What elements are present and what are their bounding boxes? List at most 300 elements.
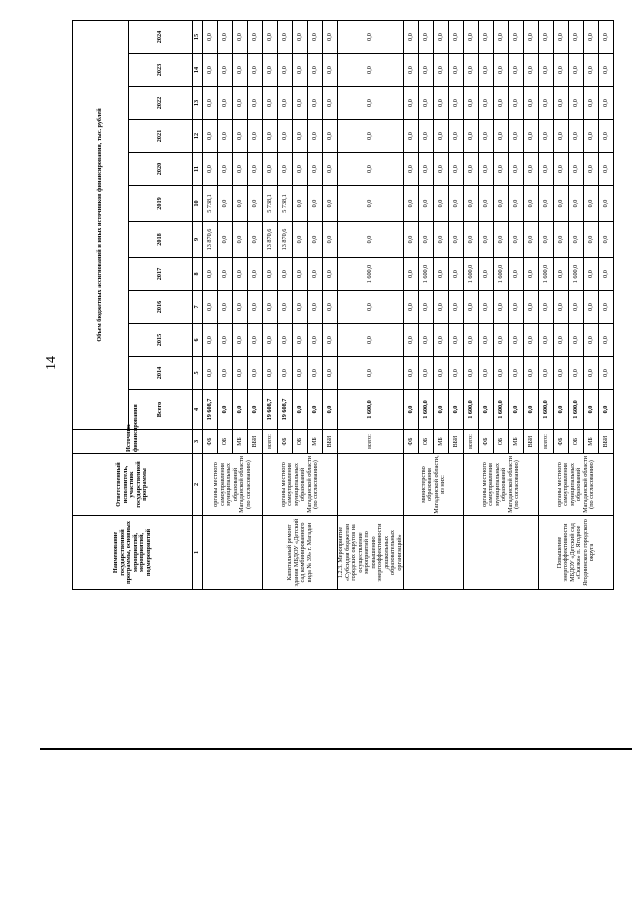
year-value-cell: 0,0 bbox=[449, 20, 464, 53]
year-value-cell: 0,0 bbox=[233, 153, 248, 186]
year-value-cell: 0,0 bbox=[218, 54, 233, 87]
year-value-cell: 0,0 bbox=[293, 153, 308, 186]
year-value-cell: 0,0 bbox=[584, 222, 599, 258]
year-value-cell: 0,0 bbox=[524, 324, 539, 357]
year-value-cell: 13 870,6 bbox=[278, 222, 293, 258]
year-value-cell: 0,0 bbox=[539, 222, 554, 258]
year-value-cell: 0,0 bbox=[434, 87, 449, 120]
year-value-cell: 0,0 bbox=[464, 54, 479, 87]
total-value-cell: 0,0 bbox=[554, 390, 569, 430]
year-value-cell: 0,0 bbox=[539, 20, 554, 53]
year-value-cell: 0,0 bbox=[539, 120, 554, 153]
year-value-cell: 0,0 bbox=[584, 291, 599, 324]
funding-source-cell: ФБ bbox=[278, 430, 293, 454]
year-value-cell: 0,0 bbox=[404, 87, 419, 120]
year-value-cell: 0,0 bbox=[308, 186, 323, 222]
header-responsible: Ответственный исполнитель, участник государственной программы bbox=[73, 454, 193, 516]
year-value-cell: 0,0 bbox=[233, 87, 248, 120]
year-value-cell: 0,0 bbox=[494, 222, 509, 258]
year-value-cell: 0,0 bbox=[218, 120, 233, 153]
year-value-cell: 0,0 bbox=[434, 324, 449, 357]
year-value-cell: 5 738,1 bbox=[263, 186, 278, 222]
year-value-cell: 0,0 bbox=[449, 186, 464, 222]
year-value-cell: 0,0 bbox=[203, 258, 218, 291]
year-value-cell: 0,0 bbox=[539, 357, 554, 390]
table-row bbox=[338, 20, 404, 589]
year-value-cell: 0,0 bbox=[524, 222, 539, 258]
year-value-cell: 0,0 bbox=[509, 258, 524, 291]
year-value-cell: 0,0 bbox=[554, 357, 569, 390]
year-value-cell: 0,0 bbox=[554, 20, 569, 53]
year-value-cell: 0,0 bbox=[323, 153, 338, 186]
year-value-cell: 0,0 bbox=[419, 186, 434, 222]
year-value-cell: 0,0 bbox=[554, 153, 569, 186]
year-value-cell: 0,0 bbox=[404, 357, 419, 390]
year-value-cell: 0,0 bbox=[203, 153, 218, 186]
year-value-cell: 0,0 bbox=[248, 222, 263, 258]
funding-source-cell: всего: bbox=[263, 430, 278, 454]
year-value-cell: 0,0 bbox=[278, 258, 293, 291]
year-value-cell: 0,0 bbox=[584, 186, 599, 222]
year-value-cell: 0,0 bbox=[404, 324, 419, 357]
total-value-cell: 19 608,7 bbox=[263, 390, 278, 430]
year-value-cell: 0,0 bbox=[278, 153, 293, 186]
year-value-cell: 0,0 bbox=[449, 54, 464, 87]
year-value-cell: 0,0 bbox=[584, 54, 599, 87]
year-value-cell: 0,0 bbox=[509, 291, 524, 324]
year-value-cell: 0,0 bbox=[293, 324, 308, 357]
year-value-cell: 0,0 bbox=[308, 87, 323, 120]
column-number: 3 bbox=[193, 430, 203, 454]
year-value-cell: 0,0 bbox=[308, 324, 323, 357]
year-value-cell: 0,0 bbox=[569, 186, 584, 222]
year-value-cell: 0,0 bbox=[218, 357, 233, 390]
funding-source-cell: ОБ bbox=[494, 430, 509, 454]
year-value-cell: 0,0 bbox=[404, 120, 419, 153]
year-header: 2017 bbox=[129, 258, 193, 291]
year-value-cell: 0,0 bbox=[464, 291, 479, 324]
total-value-cell: 19 608,7 bbox=[278, 390, 293, 430]
budget-table bbox=[72, 20, 614, 590]
total-value-cell: 1 600,0 bbox=[569, 390, 584, 430]
year-value-cell: 0,0 bbox=[509, 357, 524, 390]
funding-source-cell: ВБИ bbox=[323, 430, 338, 454]
year-value-cell: 0,0 bbox=[218, 258, 233, 291]
year-value-cell: 0,0 bbox=[419, 324, 434, 357]
year-value-cell: 0,0 bbox=[308, 54, 323, 87]
year-value-cell: 0,0 bbox=[434, 357, 449, 390]
year-header: 2014 bbox=[129, 357, 193, 390]
year-value-cell: 0,0 bbox=[599, 324, 614, 357]
year-value-cell: 0,0 bbox=[419, 291, 434, 324]
measure-name-cell: Капитальный ремонт здания МБДОУ «Детский сад комбинированного вида № 39» г. Магадан bbox=[263, 516, 338, 590]
total-value-cell: 0,0 bbox=[584, 390, 599, 430]
funding-source-cell: ОБ bbox=[569, 430, 584, 454]
funding-source-cell: ОБ bbox=[293, 430, 308, 454]
year-value-cell: 1 600,0 bbox=[494, 258, 509, 291]
year-value-cell: 0,0 bbox=[308, 153, 323, 186]
year-value-cell: 0,0 bbox=[248, 357, 263, 390]
year-value-cell: 0,0 bbox=[509, 54, 524, 87]
year-value-cell: 0,0 bbox=[524, 87, 539, 120]
year-value-cell: 0,0 bbox=[464, 20, 479, 53]
year-header: 2021 bbox=[129, 120, 193, 153]
year-value-cell: 0,0 bbox=[218, 324, 233, 357]
year-value-cell: 0,0 bbox=[404, 186, 419, 222]
year-value-cell: 0,0 bbox=[278, 324, 293, 357]
year-value-cell: 0,0 bbox=[509, 20, 524, 53]
column-number: 7 bbox=[193, 291, 203, 324]
year-value-cell: 0,0 bbox=[338, 222, 404, 258]
year-value-cell: 0,0 bbox=[308, 258, 323, 291]
year-value-cell: 0,0 bbox=[293, 258, 308, 291]
year-value-cell: 0,0 bbox=[524, 186, 539, 222]
year-value-cell: 0,0 bbox=[509, 324, 524, 357]
year-value-cell: 0,0 bbox=[479, 153, 494, 186]
year-value-cell: 0,0 bbox=[524, 291, 539, 324]
year-value-cell: 0,0 bbox=[449, 120, 464, 153]
year-value-cell: 0,0 bbox=[404, 153, 419, 186]
year-value-cell: 0,0 bbox=[494, 357, 509, 390]
table-row bbox=[203, 20, 218, 589]
year-header: 2024 bbox=[129, 20, 193, 53]
year-value-cell: 0,0 bbox=[599, 54, 614, 87]
year-value-cell: 0,0 bbox=[419, 120, 434, 153]
year-value-cell: 0,0 bbox=[524, 258, 539, 291]
measure-name-cell: Повышение энергоэффективности МБДОУ «Детский сад «Сказка» п. Ягодное Ягоднинского городского округа bbox=[539, 516, 614, 590]
year-value-cell: 0,0 bbox=[464, 222, 479, 258]
year-value-cell: 0,0 bbox=[323, 20, 338, 53]
year-value-cell: 0,0 bbox=[569, 54, 584, 87]
year-value-cell: 0,0 bbox=[263, 87, 278, 120]
total-value-cell: 0,0 bbox=[218, 390, 233, 430]
year-value-cell: 0,0 bbox=[539, 87, 554, 120]
year-value-cell: 0,0 bbox=[218, 222, 233, 258]
table-row bbox=[464, 20, 479, 589]
column-number: 4 bbox=[193, 390, 203, 430]
column-number: 14 bbox=[193, 54, 203, 87]
year-value-cell: 0,0 bbox=[479, 258, 494, 291]
year-value-cell: 0,0 bbox=[338, 153, 404, 186]
year-value-cell: 0,0 bbox=[323, 357, 338, 390]
year-value-cell: 0,0 bbox=[263, 120, 278, 153]
year-value-cell: 0,0 bbox=[599, 258, 614, 291]
year-value-cell: 0,0 bbox=[323, 324, 338, 357]
total-value-cell: 19 608,7 bbox=[203, 390, 218, 430]
year-value-cell: 0,0 bbox=[584, 120, 599, 153]
year-value-cell: 0,0 bbox=[233, 258, 248, 291]
year-value-cell: 0,0 bbox=[494, 54, 509, 87]
year-value-cell: 0,0 bbox=[293, 54, 308, 87]
year-value-cell: 0,0 bbox=[419, 54, 434, 87]
year-value-cell: 0,0 bbox=[479, 222, 494, 258]
year-value-cell: 0,0 bbox=[338, 291, 404, 324]
year-value-cell: 0,0 bbox=[263, 357, 278, 390]
total-value-cell: 0,0 bbox=[248, 390, 263, 430]
year-value-cell: 0,0 bbox=[404, 54, 419, 87]
year-value-cell: 0,0 bbox=[404, 20, 419, 53]
year-value-cell: 0,0 bbox=[434, 258, 449, 291]
year-value-cell: 0,0 bbox=[248, 54, 263, 87]
year-value-cell: 0,0 bbox=[218, 291, 233, 324]
year-value-cell: 0,0 bbox=[539, 291, 554, 324]
year-value-cell: 0,0 bbox=[434, 54, 449, 87]
total-value-cell: 0,0 bbox=[404, 390, 419, 430]
year-value-cell: 0,0 bbox=[434, 153, 449, 186]
year-value-cell: 0,0 bbox=[569, 20, 584, 53]
year-value-cell: 0,0 bbox=[248, 324, 263, 357]
column-number: 11 bbox=[193, 153, 203, 186]
year-value-cell: 0,0 bbox=[554, 324, 569, 357]
year-value-cell: 0,0 bbox=[434, 120, 449, 153]
year-value-cell: 0,0 bbox=[263, 153, 278, 186]
year-value-cell: 0,0 bbox=[599, 222, 614, 258]
year-value-cell: 5 738,1 bbox=[203, 186, 218, 222]
year-value-cell: 0,0 bbox=[539, 186, 554, 222]
column-number-row bbox=[193, 20, 203, 589]
year-header: 2016 bbox=[129, 291, 193, 324]
year-value-cell: 1 600,0 bbox=[569, 258, 584, 291]
year-value-cell: 0,0 bbox=[203, 324, 218, 357]
year-value-cell: 0,0 bbox=[203, 357, 218, 390]
year-value-cell: 0,0 bbox=[263, 54, 278, 87]
year-value-cell: 0,0 bbox=[404, 222, 419, 258]
total-value-cell: 0,0 bbox=[308, 390, 323, 430]
funding-source-cell: ФБ bbox=[404, 430, 419, 454]
funding-source-cell: ФБ bbox=[554, 430, 569, 454]
year-value-cell: 0,0 bbox=[308, 357, 323, 390]
year-value-cell: 0,0 bbox=[479, 20, 494, 53]
year-value-cell: 0,0 bbox=[293, 222, 308, 258]
funding-source-cell: МБ bbox=[584, 430, 599, 454]
year-value-cell: 0,0 bbox=[554, 222, 569, 258]
column-number: 6 bbox=[193, 324, 203, 357]
total-value-cell: 0,0 bbox=[509, 390, 524, 430]
year-value-cell: 0,0 bbox=[338, 54, 404, 87]
year-value-cell: 0,0 bbox=[569, 153, 584, 186]
year-value-cell: 0,0 bbox=[464, 186, 479, 222]
funding-source-cell: МБ bbox=[509, 430, 524, 454]
year-value-cell: 1 600,0 bbox=[419, 258, 434, 291]
bottom-rule bbox=[40, 748, 632, 750]
year-value-cell: 0,0 bbox=[494, 324, 509, 357]
responsible-cell: органы местного самоуправления муниципальных образований Магаданской области (по согласованию) bbox=[539, 454, 614, 516]
column-number: 5 bbox=[193, 357, 203, 390]
column-number: 15 bbox=[193, 20, 203, 53]
year-value-cell: 0,0 bbox=[464, 357, 479, 390]
year-value-cell: 0,0 bbox=[233, 186, 248, 222]
column-number: 1 bbox=[193, 516, 203, 590]
year-value-cell: 0,0 bbox=[494, 120, 509, 153]
year-value-cell: 0,0 bbox=[554, 87, 569, 120]
year-value-cell: 0,0 bbox=[554, 291, 569, 324]
year-value-cell: 0,0 bbox=[419, 87, 434, 120]
year-value-cell: 0,0 bbox=[509, 153, 524, 186]
year-value-cell: 0,0 bbox=[419, 20, 434, 53]
year-value-cell: 0,0 bbox=[464, 120, 479, 153]
year-value-cell: 0,0 bbox=[524, 120, 539, 153]
year-value-cell: 0,0 bbox=[278, 87, 293, 120]
measure-name-cell bbox=[464, 516, 539, 590]
year-value-cell: 0,0 bbox=[494, 291, 509, 324]
year-value-cell: 0,0 bbox=[248, 20, 263, 53]
year-value-cell: 1 600,0 bbox=[338, 258, 404, 291]
total-value-cell: 0,0 bbox=[479, 390, 494, 430]
header-source: Источник финансирования bbox=[73, 430, 193, 454]
year-value-cell: 0,0 bbox=[479, 120, 494, 153]
year-value-cell: 0,0 bbox=[569, 222, 584, 258]
year-value-cell: 0,0 bbox=[233, 291, 248, 324]
year-value-cell: 0,0 bbox=[338, 186, 404, 222]
year-value-cell: 0,0 bbox=[599, 87, 614, 120]
year-value-cell: 0,0 bbox=[554, 54, 569, 87]
total-value-cell: 0,0 bbox=[434, 390, 449, 430]
year-value-cell: 0,0 bbox=[569, 120, 584, 153]
year-value-cell: 0,0 bbox=[248, 153, 263, 186]
year-value-cell: 0,0 bbox=[323, 291, 338, 324]
year-value-cell: 0,0 bbox=[524, 357, 539, 390]
year-value-cell: 0,0 bbox=[338, 357, 404, 390]
year-value-cell: 0,0 bbox=[293, 357, 308, 390]
table-row bbox=[404, 20, 419, 589]
year-value-cell: 0,0 bbox=[248, 87, 263, 120]
year-value-cell: 0,0 bbox=[524, 20, 539, 53]
year-value-cell: 0,0 bbox=[203, 20, 218, 53]
year-value-cell: 0,0 bbox=[509, 186, 524, 222]
year-value-cell: 0,0 bbox=[599, 120, 614, 153]
column-number: 8 bbox=[193, 258, 203, 291]
year-value-cell: 0,0 bbox=[308, 120, 323, 153]
funding-source-cell: ВБИ bbox=[524, 430, 539, 454]
year-value-cell: 0,0 bbox=[599, 291, 614, 324]
year-header: 2020 bbox=[129, 153, 193, 186]
year-value-cell: 0,0 bbox=[293, 87, 308, 120]
funding-source-cell: МБ bbox=[434, 430, 449, 454]
year-value-cell: 0,0 bbox=[263, 258, 278, 291]
header-name: Наименование государственной программы, основных мероприятий, мероприятий, подмероприятий bbox=[73, 516, 193, 590]
year-value-cell: 0,0 bbox=[434, 291, 449, 324]
year-value-cell: 0,0 bbox=[434, 20, 449, 53]
year-value-cell: 0,0 bbox=[419, 357, 434, 390]
year-value-cell: 0,0 bbox=[323, 87, 338, 120]
year-value-cell: 0,0 bbox=[263, 324, 278, 357]
table-row bbox=[263, 20, 278, 589]
funding-source-cell: всего: bbox=[539, 430, 554, 454]
year-value-cell: 0,0 bbox=[509, 120, 524, 153]
year-value-cell: 0,0 bbox=[203, 291, 218, 324]
year-value-cell: 0,0 bbox=[479, 324, 494, 357]
year-value-cell: 0,0 bbox=[233, 222, 248, 258]
year-value-cell: 0,0 bbox=[479, 54, 494, 87]
year-header: Всего bbox=[129, 390, 193, 430]
year-value-cell: 1 600,0 bbox=[539, 258, 554, 291]
year-value-cell: 0,0 bbox=[419, 153, 434, 186]
year-value-cell: 13 870,6 bbox=[203, 222, 218, 258]
total-value-cell: 1 600,0 bbox=[338, 390, 404, 430]
year-value-cell: 0,0 bbox=[569, 87, 584, 120]
year-value-cell: 0,0 bbox=[233, 357, 248, 390]
year-value-cell: 0,0 bbox=[524, 153, 539, 186]
total-value-cell: 1 600,0 bbox=[539, 390, 554, 430]
page-number: 14 bbox=[44, 356, 59, 370]
total-value-cell: 1 600,0 bbox=[464, 390, 479, 430]
funding-source-cell: ОБ bbox=[218, 430, 233, 454]
funding-source-cell: ВБИ bbox=[449, 430, 464, 454]
year-value-cell: 5 738,1 bbox=[278, 186, 293, 222]
year-value-cell: 0,0 bbox=[584, 324, 599, 357]
budget-table-wrapper bbox=[72, 30, 609, 590]
year-value-cell: 0,0 bbox=[569, 357, 584, 390]
year-value-cell: 0,0 bbox=[308, 20, 323, 53]
year-value-cell: 0,0 bbox=[584, 20, 599, 53]
column-number: 12 bbox=[193, 120, 203, 153]
year-value-cell: 0,0 bbox=[569, 324, 584, 357]
year-value-cell: 0,0 bbox=[278, 120, 293, 153]
year-value-cell: 0,0 bbox=[599, 20, 614, 53]
year-value-cell: 0,0 bbox=[554, 186, 569, 222]
year-value-cell: 0,0 bbox=[218, 153, 233, 186]
measure-name-cell: 1.2.3. Мероприятие «Субсидия бюджетам городских округов на осуществление мероприятий по повышению энергоэффективности дошкольных образовательных организаций» bbox=[338, 516, 404, 590]
year-value-cell: 0,0 bbox=[404, 291, 419, 324]
funding-source-cell: всего: bbox=[464, 430, 479, 454]
year-value-cell: 0,0 bbox=[464, 324, 479, 357]
year-header: 2019 bbox=[129, 186, 193, 222]
year-header: 2022 bbox=[129, 87, 193, 120]
year-value-cell: 0,0 bbox=[293, 20, 308, 53]
year-value-cell: 0,0 bbox=[509, 222, 524, 258]
total-value-cell: 1 600,0 bbox=[419, 390, 434, 430]
year-value-cell: 0,0 bbox=[233, 324, 248, 357]
year-value-cell: 0,0 bbox=[323, 222, 338, 258]
year-value-cell: 0,0 bbox=[278, 20, 293, 53]
year-value-cell: 0,0 bbox=[449, 291, 464, 324]
year-value-cell: 0,0 bbox=[494, 20, 509, 53]
measure-name-cell bbox=[203, 516, 263, 590]
funding-source-cell: ОБ bbox=[419, 430, 434, 454]
year-value-cell: 0,0 bbox=[323, 258, 338, 291]
year-value-cell: 0,0 bbox=[494, 186, 509, 222]
year-value-cell: 0,0 bbox=[233, 54, 248, 87]
year-value-cell: 0,0 bbox=[203, 120, 218, 153]
year-value-cell: 0,0 bbox=[464, 87, 479, 120]
year-value-cell: 0,0 bbox=[554, 258, 569, 291]
year-value-cell: 0,0 bbox=[338, 20, 404, 53]
year-value-cell: 0,0 bbox=[599, 186, 614, 222]
header-volume: Объем бюджетных ассигнований и иных источников финансирования, тыс. рублей bbox=[73, 20, 129, 429]
column-number: 9 bbox=[193, 222, 203, 258]
funding-source-cell: МБ bbox=[308, 430, 323, 454]
year-value-cell: 0,0 bbox=[449, 324, 464, 357]
total-value-cell: 0,0 bbox=[524, 390, 539, 430]
year-value-cell: 0,0 bbox=[539, 153, 554, 186]
year-value-cell: 0,0 bbox=[494, 87, 509, 120]
year-value-cell: 0,0 bbox=[338, 324, 404, 357]
year-value-cell: 0,0 bbox=[218, 87, 233, 120]
year-value-cell: 0,0 bbox=[248, 291, 263, 324]
year-value-cell: 0,0 bbox=[434, 222, 449, 258]
year-value-cell: 0,0 bbox=[233, 120, 248, 153]
year-value-cell: 0,0 bbox=[419, 222, 434, 258]
year-value-cell: 0,0 bbox=[404, 258, 419, 291]
year-value-cell: 0,0 bbox=[248, 186, 263, 222]
year-value-cell: 0,0 bbox=[278, 291, 293, 324]
year-value-cell: 0,0 bbox=[599, 153, 614, 186]
year-value-cell: 0,0 bbox=[203, 54, 218, 87]
year-value-cell: 0,0 bbox=[524, 54, 539, 87]
total-value-cell: 0,0 bbox=[323, 390, 338, 430]
year-value-cell: 0,0 bbox=[479, 357, 494, 390]
year-value-cell: 0,0 bbox=[293, 120, 308, 153]
